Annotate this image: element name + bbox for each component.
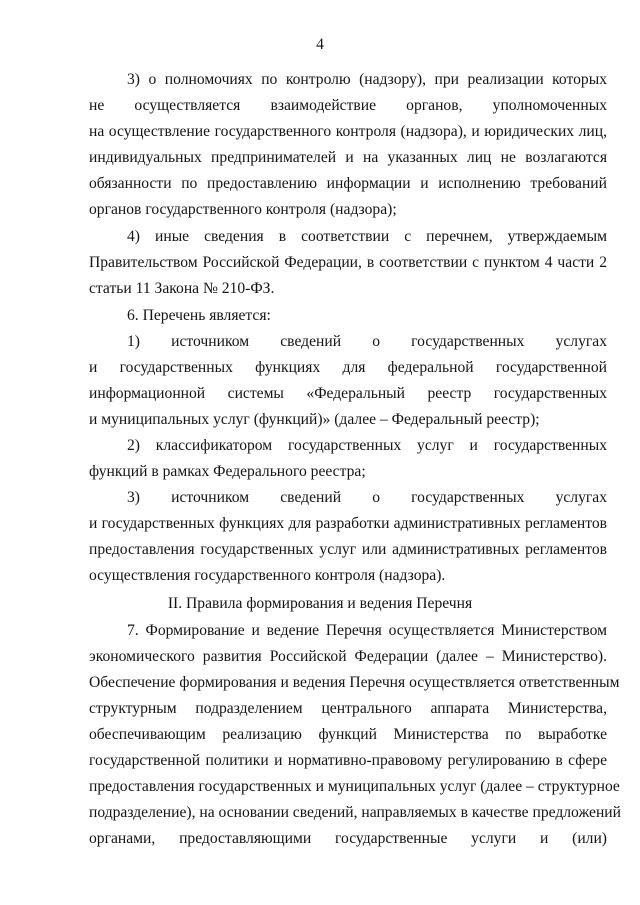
text-line: статьи 11 Закона № 210-ФЗ.: [89, 280, 275, 297]
text-line: информационной системы «Федеральный реестр государственных: [89, 385, 607, 402]
text-line: 6. Перечень является:: [127, 307, 271, 324]
text-line: на осуществление государственного контроля (надзора), и юридических лиц,: [89, 123, 607, 140]
text-line: 1) источником сведений о государственных услугах: [127, 333, 607, 350]
text-line: государственной политики и нормативно-правовому регулированию в сфере: [89, 752, 607, 769]
section-heading: II. Правила формирования и ведения Перечня: [167, 595, 473, 612]
text-line: 3) о полномочиях по контролю (надзору), при реализации которых: [127, 71, 607, 88]
text-line: обязанности по предоставлению информации и исполнению требований: [89, 175, 607, 192]
text-line: экономического развития Российской Федерации (далее – Министерство).: [89, 648, 607, 665]
text-line: индивидуальных предпринимателей и на указанных лиц не возлагаются: [89, 149, 607, 166]
text-line: Правительством Российской Федерации, в соответствии с пунктом 4 части 2: [89, 254, 607, 271]
text-line: и муниципальных услуг (функций)» (далее – Федеральный реестр);: [89, 411, 540, 428]
text-line: Обеспечение формирования и ведения Перечня осуществляется ответственным: [89, 674, 620, 691]
text-line: и государственных функциях для федеральной государственной: [89, 359, 607, 376]
page-number: 4: [316, 36, 324, 53]
text-line: и государственных функциях для разработки административных регламентов: [89, 515, 607, 532]
text-line: предоставления государственных услуг или административных регламентов: [89, 541, 607, 558]
text-line: обеспечивающим реализацию функций Министерства по выработке: [89, 726, 607, 743]
text-line: подразделение), на основании сведений, направляемых в качестве предложений: [89, 804, 621, 821]
text-line: органами, предоставляющими государственные услуги и (или): [89, 830, 607, 847]
text-line: предоставления государственных и муниципальных услуг (далее – структурное: [89, 778, 620, 795]
text-line: 4) иные сведения в соответствии с перечнем, утверждаемым: [127, 228, 607, 245]
text-line: 2) классификатором государственных услуг и государственных: [127, 437, 607, 454]
text-line: 7. Формирование и ведение Перечня осуществляется Министерством: [127, 622, 607, 639]
text-line: осуществления государственного контроля (надзора).: [89, 567, 446, 584]
text-line: структурным подразделением центрального аппарата Министерства,: [89, 700, 607, 717]
text-line: функций в рамках Федерального реестра;: [89, 463, 366, 480]
text-line: не осуществляется взаимодействие органов, уполномоченных: [89, 97, 607, 114]
text-line: органов государственного контроля (надзора);: [89, 201, 397, 218]
text-line: 3) источником сведений о государственных услугах: [127, 489, 607, 506]
